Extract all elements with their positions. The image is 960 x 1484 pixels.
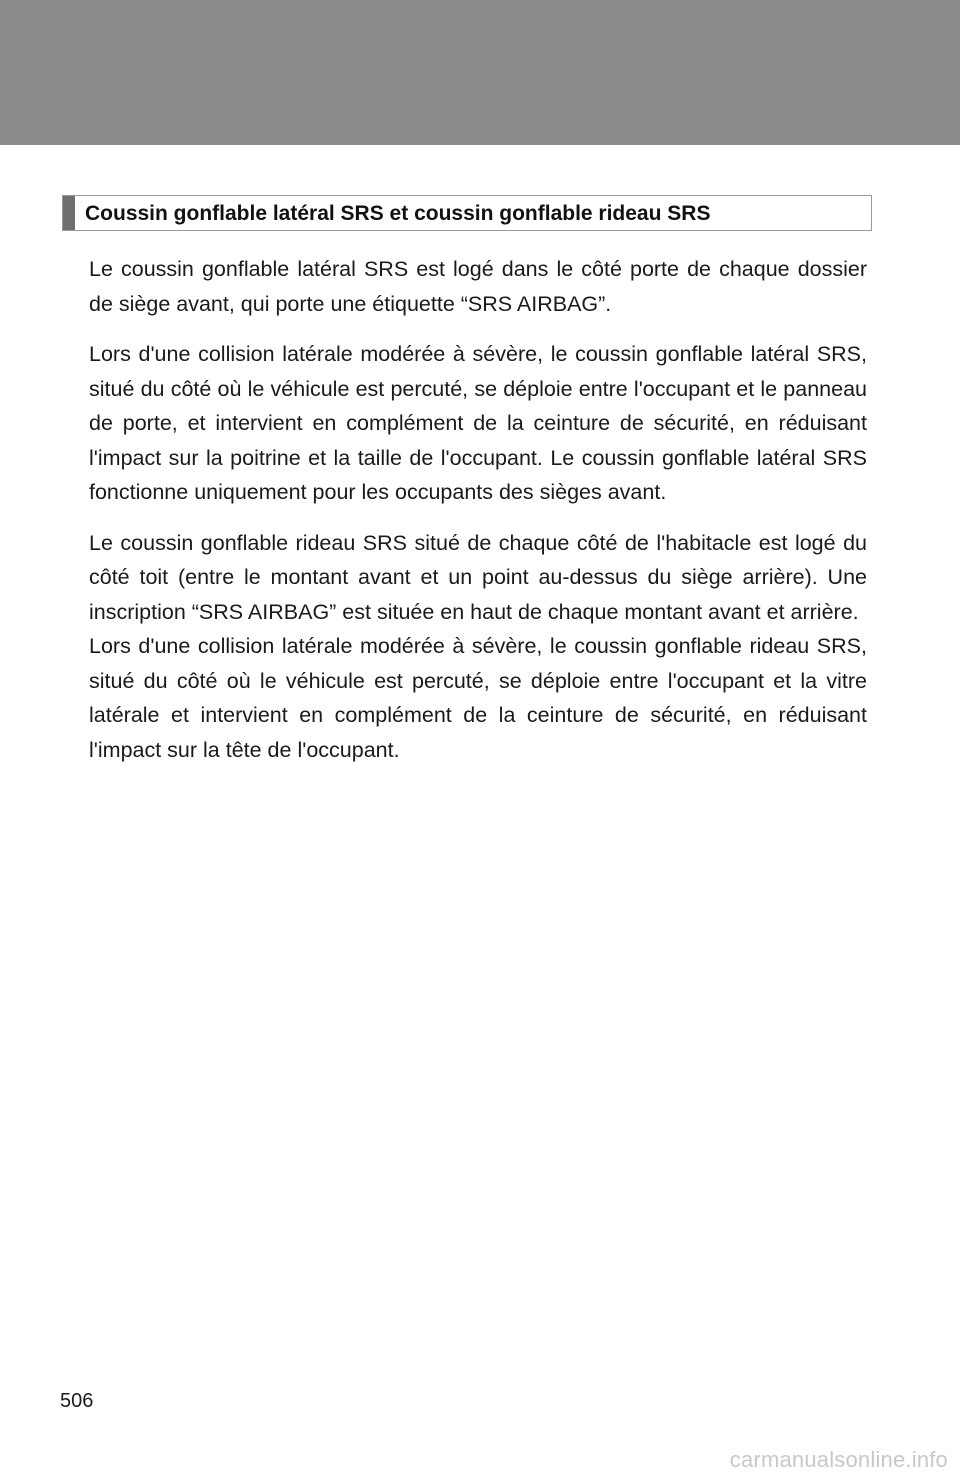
header-band [0,0,960,145]
body-text [89,252,867,767]
section-header [62,195,872,231]
page-number: 506 [60,1390,94,1412]
paragraph-side-airbag-deployment: Lors d'une collision latérale modérée à sévère, le coussin gonflable latéral SRS, situé du côté où le véhicule est percuté, se déploie entre l'occupant et le panneau de porte, et intervient en complément de la ceinture de sécurité, en réduisant l'impact sur la poitrine et la taille de l'occupant. Le coussin gonflable latéral SRS fonctionne uniquement pour les occupants des sièges avant. [89,342,867,504]
watermark: carmanualsonline.info [729,1447,948,1472]
paragraph-curtain-airbag-deployment: Lors d'une collision latérale modérée à sévère, le coussin gonflable rideau SRS, situé du côté où le véhicule est percuté, se déploie entre l'occupant et la vitre latérale et intervient en complément de la ceinture de sécurité, en réduisant l'impact sur la tête de l'occupant. [89,634,867,762]
section-title: Coussin gonflable latéral SRS et coussin gonflable rideau SRS [85,202,711,225]
section-header-bar [63,196,75,230]
paragraph-curtain-airbag-location: Le coussin gonflable rideau SRS situé de chaque côté de l'habitacle est logé du côté toit (entre le montant avant et un point au-dessus du siège arrière). Une inscription “SRS AIRBAG” est située en haut de chaque montant avant et arrière. [89,530,867,624]
paragraph-side-airbag-location: Le coussin gonflable latéral SRS est logé dans le côté porte de chaque dossier de siège avant, qui porte une étiquette “SRS AIRBAG”. [89,257,867,316]
